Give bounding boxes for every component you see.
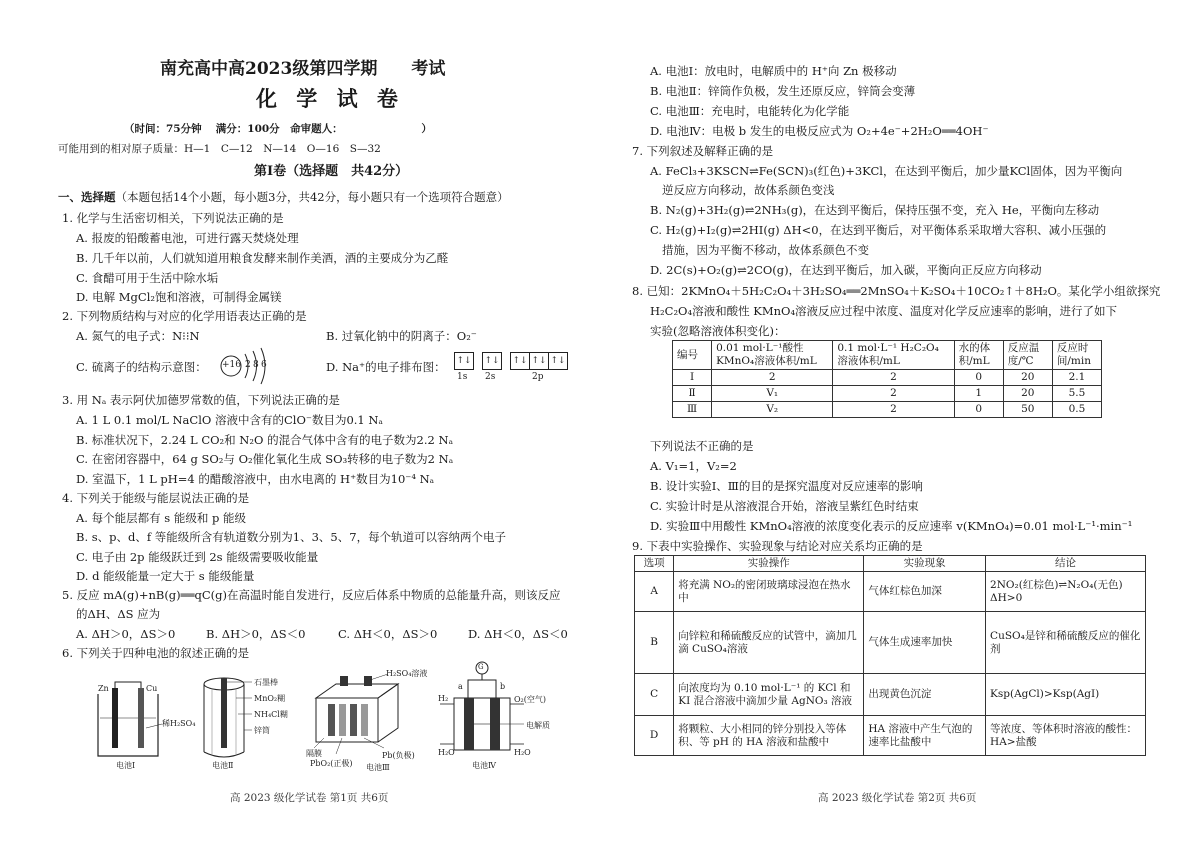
question-8: 8. 已知：2KMnO₄＋5H₂C₂O₄＋3H₂SO₄══2MnSO₄＋K₂SO₄＋10CO₂↑＋8H₂O。某化学小组欲探究 (632, 284, 1161, 298)
orbital-1s-box: ↑↓ (454, 352, 474, 370)
table-cell: 0 (954, 370, 1003, 386)
cu-label: Cu (146, 684, 158, 693)
orbital-label-2s: 2s (485, 372, 496, 382)
pbo2-positive-label: PbO₂(正极) (310, 759, 353, 768)
table-cell: 2 (833, 370, 954, 386)
orbital-2s-box: ↑↓ (482, 352, 502, 370)
exam-page-1 (58, 0, 578, 847)
orbital-2p-box: ↑↓ (510, 352, 530, 370)
exam-page-2 (632, 0, 1161, 847)
q6-option-b: B. 电池Ⅱ：锌筒作负极，发生还原反应，锌筒会变薄 (650, 84, 916, 98)
orbital-label-1s: 1s (457, 372, 468, 382)
table-cell: B (635, 612, 674, 674)
q4-option-a: A. 每个能层都有 s 能级和 p 能级 (76, 511, 246, 525)
q3-option-b: B. 标准状况下，2.24 L CO₂和 N₂O 的混合气体中含有的电子数为2.2 Nₐ (76, 433, 454, 447)
zn-label: Zn (98, 684, 109, 693)
q3-option-d: D. 室温下，1 L pH=4 的醋酸溶液中，由水电离的 H⁺数目为10⁻⁴ Nₐ (76, 472, 435, 486)
q4-option-b: B. s、p、d、f 等能级所含有轨道数分别为1、3、5、7，每个轨道可以容纳两个电子 (76, 530, 507, 544)
table-cell: 2.1 (1052, 370, 1101, 386)
q5-option-a: A. ΔH＞0，ΔS＞0 (76, 627, 176, 641)
table-cell: Ksp(AgCl)>Ksp(AgI) (986, 674, 1146, 716)
section-desc: （本题包括14个小题，每小题3分，共42分，每小题只有一个选项符合题意） (115, 190, 509, 204)
table-cell: V₁ (712, 386, 833, 402)
section-label: 一、选择题 (58, 190, 116, 204)
q6-option-a: A. 电池Ⅰ：放电时，电解质中的 H⁺向 Zn 极移动 (650, 64, 897, 78)
table-cell: 1 (954, 386, 1003, 402)
q1-option-c: C. 食醋可用于生活中除水垢 (76, 271, 219, 285)
q7-option-a-cont: 逆反应方向移动，故体系颜色变浅 (662, 183, 835, 197)
graphite-rod-label: 石墨棒 (254, 678, 278, 687)
table-cell: 等浓度、等体积时溶液的酸性：HA>盐酸 (986, 716, 1146, 756)
h2-label: H₂ (438, 694, 449, 703)
table-cell: HA 溶液中产生气泡的速率比盐酸中 (864, 716, 986, 756)
pb-negative-label: Pb(负极) (382, 751, 415, 760)
q8-option-b: B. 设计实验Ⅰ、Ⅲ的目的是探究温度对反应速率的影响 (650, 479, 923, 493)
page-1-footer: 高 2023 级化学试卷 第1页 共6页 (230, 792, 389, 804)
nucleus-charge: +16 (222, 360, 241, 370)
table-header-cell: 实验操作 (674, 556, 864, 572)
battery-4-caption: 电池Ⅳ (472, 761, 496, 770)
table-cell: Ⅲ (673, 402, 712, 418)
nh4cl-paste-label: NH₄Cl糊 (254, 710, 288, 719)
q8-option-d: D. 实验Ⅲ中用酸性 KMnO₄溶液的浓度变化表示的反应速率 v(KMnO₄)=0.01 mol·L⁻¹·min⁻¹ (650, 519, 1133, 533)
table-cell: 向浓度均为 0.10 mol·L⁻¹ 的 KCl 和 KI 混合溶液中滴加少量 AgNO₃ 溶液 (674, 674, 864, 716)
table-header-cell: 反应温度/℃ (1003, 341, 1052, 370)
question-8-cont: H₂C₂O₄溶液和酸性 KMnO₄溶液反应过程中浓度、温度对化学反应速率的影响，进行了如下 (650, 304, 1118, 318)
table-row (673, 370, 1102, 386)
table-header-row (673, 341, 1102, 370)
q7-option-d: D. 2C(s)+O₂(g)⇌2CO(g)，在达到平衡后，加入碳，平衡向正反应方向移动 (650, 263, 1042, 277)
table-header-cell: 结论 (986, 556, 1146, 572)
battery-1-diagram (94, 680, 196, 772)
table-header-cell: 编号 (673, 341, 712, 370)
exam-title: 南充高中高2023级第四学期 考试 (160, 59, 446, 79)
q4-option-c: C. 电子由 2p 能级跃迁到 2s 能级需要吸收能量 (76, 550, 319, 564)
q1-option-d: D. 电解 MgCl₂饱和溶液，可制得金属镁 (76, 290, 282, 304)
q7-option-c-cont: 措施，因为平衡不移动，故体系颜色不变 (662, 243, 869, 257)
question-8-cont2: 实验(忽略溶液体积变化)： (650, 324, 786, 338)
table-cell: 2 (833, 402, 954, 418)
mno2-paste-label: MnO₂糊 (254, 694, 286, 703)
q5-option-c: C. ΔH＜0，ΔS＞0 (338, 627, 438, 641)
table-cell: 将颗粒、大小相同的锌分别投入等体积、等 pH 的 HA 溶液和盐酸中 (674, 716, 864, 756)
atomic-masses: 可能用到的相对原子质量：H—1 C—12 N—14 O—16 S—32 (58, 143, 381, 155)
galvanometer-label: G (478, 663, 484, 671)
question-6: 6. 下列关于四种电池的叙述正确的是 (62, 646, 250, 660)
q6-option-d: D. 电池Ⅳ：电极 b 发生的电极反应式为 O₂+4e⁻+2H₂O══4OH⁻ (650, 124, 989, 138)
q8-option-c: C. 实验计时是从溶液混合开始，溶液呈紫红色时结束 (650, 499, 919, 513)
table-cell: 5.5 (1052, 386, 1101, 402)
orbital-2p-box: ↑↓ (548, 352, 568, 370)
table-cell: V₂ (712, 402, 833, 418)
table-cell: 出现黄色沉淀 (864, 674, 986, 716)
q7-option-c: C. H₂(g)+I₂(g)⇌2HI(g) ΔH<0，在达到平衡后，对平衡体系采取增大容积、减小压强的 (650, 223, 1107, 237)
question-4: 4. 下列关于能级与能层说法正确的是 (62, 491, 250, 505)
table-cell: 20 (1003, 386, 1052, 402)
q5-option-d: D. ΔH＜0，ΔS＜0 (468, 627, 568, 641)
exam-info: （时间：75分钟 满分：100分 命审题人： ） (124, 123, 432, 135)
table-header-cell: 反应时间/min (1052, 341, 1101, 370)
experiment-table-q9 (634, 555, 1146, 756)
table-cell: D (635, 716, 674, 756)
q2-option-c: C. 硫离子的结构示意图： (76, 360, 207, 374)
shell-2-count: 8 (253, 360, 259, 370)
q7-option-a: A. FeCl₃+3KSCN⇌Fe(SCN)₃(红色)+3KCl，在达到平衡后，加少量KCl固体，因为平衡向 (650, 164, 1123, 178)
battery-4-diagram (438, 660, 556, 772)
q6-option-c: C. 电池Ⅲ：充电时，电能转化为化学能 (650, 104, 850, 118)
table-row (635, 612, 1146, 674)
table-header-row (635, 556, 1146, 572)
na-orbital-diagram (454, 352, 578, 384)
h2o-left-label: H₂O (438, 748, 455, 757)
table-row (635, 674, 1146, 716)
shell-1-count: 2 (245, 360, 251, 370)
table-cell: 将充满 NO₂的密闭玻璃球浸泡在热水中 (674, 572, 864, 612)
table-cell: 50 (1003, 402, 1052, 418)
table-cell: CuSO₄是锌和稀硫酸反应的催化剂 (986, 612, 1146, 674)
q4-option-d: D. d 能级能量一定大于 s 能级能量 (76, 569, 255, 583)
table-header-cell: 0.01 mol·L⁻¹酸性 KMnO₄溶液体积/mL (712, 341, 833, 370)
section-heading (58, 190, 509, 204)
battery-2-caption: 电池Ⅱ (212, 761, 234, 770)
orbital-label-2p: 2p (532, 372, 544, 382)
question-5: 5. 反应 mA(g)+nB(g)══qC(g)在高温时能自发进行，反应后体系中物质的总能量升高，则该反应 (62, 588, 561, 602)
question-3: 3. 用 Nₐ 表示阿伏加德罗常数的值，下列说法正确的是 (62, 393, 340, 407)
q1-option-b: B. 几千年以前，人们就知道用粮食发酵来制作美酒，酒的主要成分为乙醛 (76, 251, 449, 265)
table-cell: Ⅰ (673, 370, 712, 386)
table-cell: 气体生成速率加快 (864, 612, 986, 674)
experiment-table-q8 (672, 340, 1102, 418)
orbital-2p-box: ↑↓ (529, 352, 549, 370)
battery-3-caption: 电池Ⅲ (366, 763, 390, 772)
q2-option-a: A. 氮气的电子式：N⁝⁝N (76, 329, 200, 343)
zinc-can-label: 锌筒 (254, 726, 270, 735)
electrode-a-label: a (458, 682, 463, 691)
table-cell: 20 (1003, 370, 1052, 386)
question-8-prompt: 下列说法不正确的是 (650, 439, 754, 453)
battery-2-diagram (198, 674, 288, 772)
battery-1-caption: 电池Ⅰ (116, 761, 136, 770)
q3-option-c: C. 在密闭容器中，64 g SO₂与 O₂催化氧化生成 SO₃转移的电子数为2 Nₐ (76, 452, 454, 466)
question-7: 7. 下列叙述及解释正确的是 (632, 144, 774, 158)
question-5-cont: 的ΔH、ΔS 应为 (76, 607, 161, 621)
page-2-footer: 高 2023 级化学试卷 第2页 共6页 (818, 792, 977, 804)
sulfur-ion-structure-diagram (220, 346, 276, 386)
o2-air-label: O₂(空气) (514, 695, 547, 704)
table-header-cell: 水的体积/mL (954, 341, 1003, 370)
table-header-cell: 实验现象 (864, 556, 986, 572)
table-row (673, 386, 1102, 402)
exam-subject: 化 学 试 卷 (256, 86, 404, 111)
h2o-right-label: H₂O (514, 748, 531, 757)
electrolyte-label: 电解质 (526, 721, 550, 730)
h2so4-solution-label: H₂SO₄溶液 (386, 669, 428, 678)
table-header-cell: 0.1 mol·L⁻¹ H₂C₂O₄ 溶液体积/mL (833, 341, 954, 370)
table-cell: 2 (833, 386, 954, 402)
q8-option-a: A. V₁=1，V₂=2 (650, 459, 737, 473)
q3-option-a: A. 1 L 0.1 mol/L NaClO 溶液中含有的ClO⁻数目为0.1 Nₐ (76, 413, 383, 427)
table-cell: 0 (954, 402, 1003, 418)
question-9: 9. 下表中实验操作、实验现象与结论对应关系均正确的是 (632, 539, 923, 553)
shell-3-count: 6 (261, 360, 267, 370)
table-row (635, 716, 1146, 756)
q1-option-a: A. 报废的铅酸蓄电池，可进行露天焚烧处理 (76, 231, 299, 245)
table-cell: C (635, 674, 674, 716)
table-cell: 2NO₂(红棕色)⇌N₂O₄(无色) ΔH>0 (986, 572, 1146, 612)
battery-3-diagram (306, 668, 434, 772)
question-1: 1. 化学与生活密切相关，下列说法正确的是 (62, 211, 284, 225)
table-row (635, 572, 1146, 612)
table-cell: Ⅱ (673, 386, 712, 402)
separator-label: 隔膜 (306, 749, 322, 758)
q2-option-d: D. Na⁺的电子排布图： (326, 360, 446, 374)
q5-option-b: B. ΔH＞0，ΔS＜0 (206, 627, 306, 641)
table-cell: A (635, 572, 674, 612)
table-cell: 2 (712, 370, 833, 386)
acid-label: 稀H₂SO₄ (162, 719, 196, 728)
q7-option-b: B. N₂(g)+3H₂(g)⇌2NH₃(g)，在达到平衡后，保持压强不变，充入 He，平衡向左移动 (650, 203, 1100, 217)
electrode-b-label: b (500, 682, 506, 691)
question-2: 2. 下列物质结构与对应的化学用语表达正确的是 (62, 309, 307, 323)
table-cell: 气体红棕色加深 (864, 572, 986, 612)
table-row (673, 402, 1102, 418)
q2-option-b: B. 过氧化钠中的阴离子：O₂⁻ (326, 329, 477, 343)
table-cell: 0.5 (1052, 402, 1101, 418)
table-header-cell: 选项 (635, 556, 674, 572)
part-title: 第Ⅰ卷（选择题 共42分） (254, 164, 409, 179)
table-cell: 向锌粒和稀硫酸反应的试管中，滴加几滴 CuSO₄溶液 (674, 612, 864, 674)
